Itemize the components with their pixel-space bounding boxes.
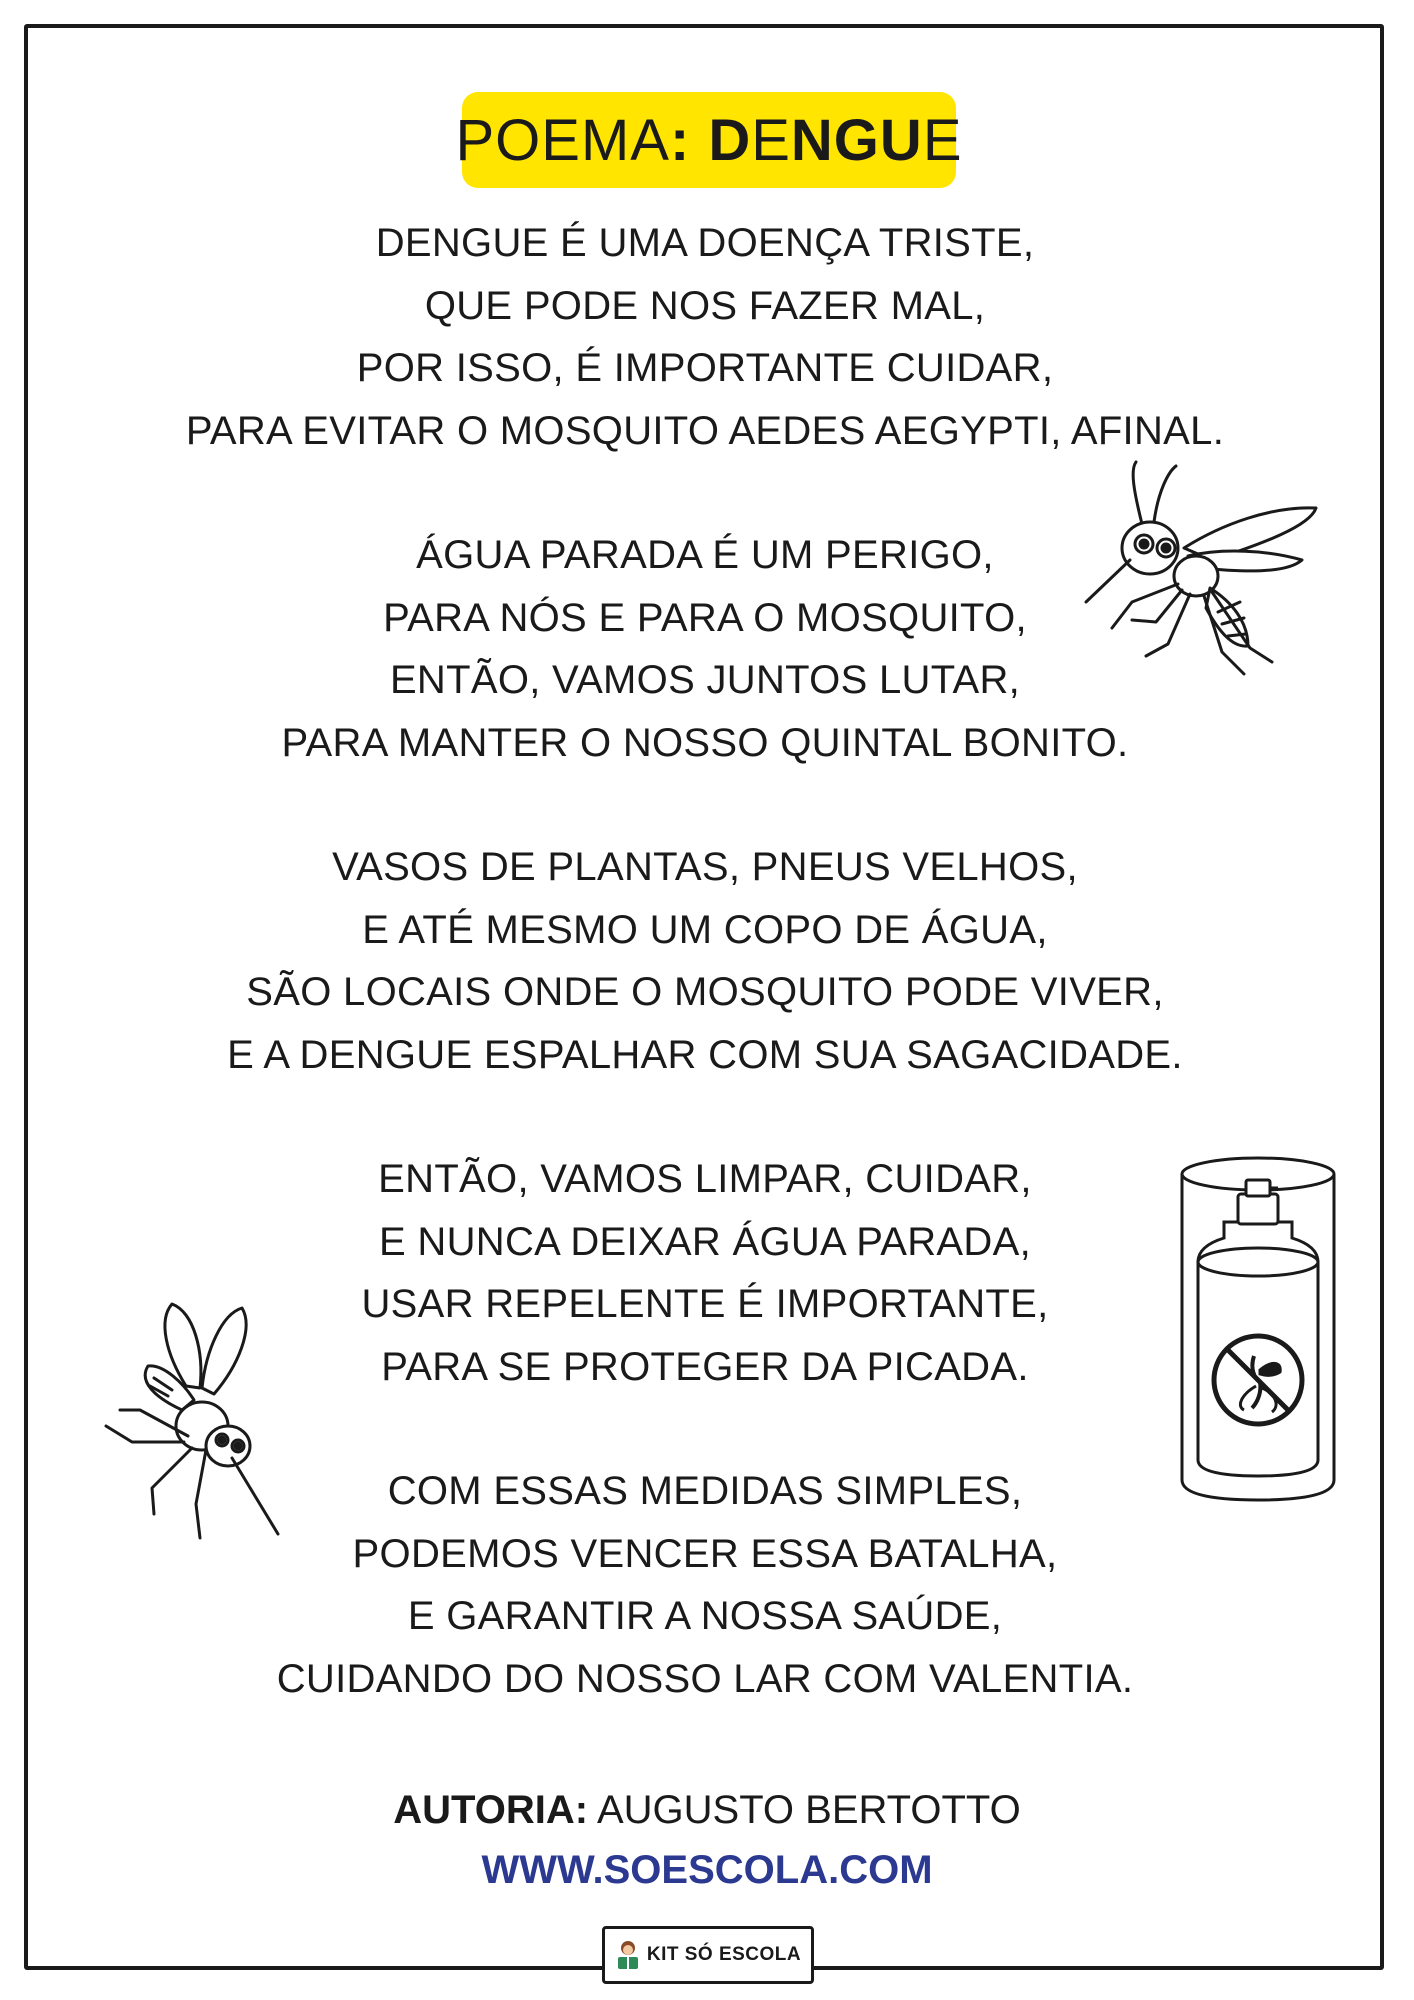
poem-line: E GARANTIR A NOSSA SAÚDE, [407, 1594, 1003, 1638]
repellent-spray-icon [1172, 1150, 1344, 1510]
poem-line: PARA EVITAR O MOSQUITO AEDES AEGYPTI, AFINAL. [185, 408, 1225, 453]
poem-line: QUE PODE NOS FAZER MAL, [424, 283, 986, 328]
stanza [60, 212, 1350, 462]
poem-line: COM ESSAS MEDIDAS SIMPLES, [387, 1469, 1023, 1513]
website-link[interactable]: WWW.SOESCOLA.COM [481, 1848, 933, 1892]
poem-line: PARA SE PROTEGER DA PICADA. [381, 1344, 1029, 1389]
author-line [0, 1788, 1414, 1833]
title-letter: E [922, 107, 963, 173]
poem-line: PARA MANTER O NOSSO QUINTAL BONITO. [281, 720, 1129, 765]
poem-line: PODEMOS VENCER ESSA BATALHA, [352, 1531, 1058, 1576]
badge-label: KIT SÓ ESCOLA [646, 1944, 802, 1965]
poem-line: USAR REPELENTE É IMPORTANTE, [361, 1282, 1049, 1326]
mosquito-icon [1072, 452, 1332, 692]
stanza [60, 836, 1350, 1086]
author-name: AUGUSTO BERTOTTO [596, 1788, 1021, 1832]
title-letter: E [751, 107, 791, 173]
title-letter: N [790, 107, 834, 173]
poem-line: E A DENGUE ESPALHAR COM SUA SAGACIDADE. [227, 1032, 1183, 1077]
kit-so-escola-badge [602, 1926, 814, 1984]
poem-line: E NUNCA DEIXAR ÁGUA PARADA, [379, 1219, 1031, 1264]
poem-line: SÃO LOCAIS ONDE O MOSQUITO PODE VIVER, [246, 970, 1164, 1014]
poem-line: ÁGUA PARADA É UM PERIGO, [416, 533, 994, 577]
poem-title [455, 92, 963, 188]
poem-line: ENTÃO, VAMOS LIMPAR, CUIDAR, [378, 1157, 1032, 1201]
poem-line: E ATÉ MESMO UM COPO DE ÁGUA, [362, 907, 1048, 952]
title-word: POEMA [455, 107, 670, 173]
title-letter: U [879, 107, 923, 173]
title-subject [708, 107, 962, 174]
title-colon: : [670, 107, 691, 173]
poem-line: CUIDANDO DO NOSSO LAR COM VALENTIA. [276, 1656, 1134, 1701]
author-label: AUTORIA: [393, 1788, 589, 1832]
title-letter: D [708, 107, 752, 173]
poem-line: VASOS DE PLANTAS, PNEUS VELHOS, [332, 845, 1078, 889]
mosquito-icon [92, 1290, 302, 1550]
poem-line: DENGUE É UMA DOENÇA TRISTE, [375, 221, 1035, 265]
poem-line: ENTÃO, VAMOS JUNTOS LUTAR, [389, 658, 1021, 702]
student-reading-icon [615, 1939, 641, 1971]
poem-line: PARA NÓS E PARA O MOSQUITO, [383, 595, 1027, 640]
title-letter: G [833, 107, 880, 173]
poem-line: POR ISSO, É IMPORTANTE CUIDAR, [356, 346, 1054, 390]
